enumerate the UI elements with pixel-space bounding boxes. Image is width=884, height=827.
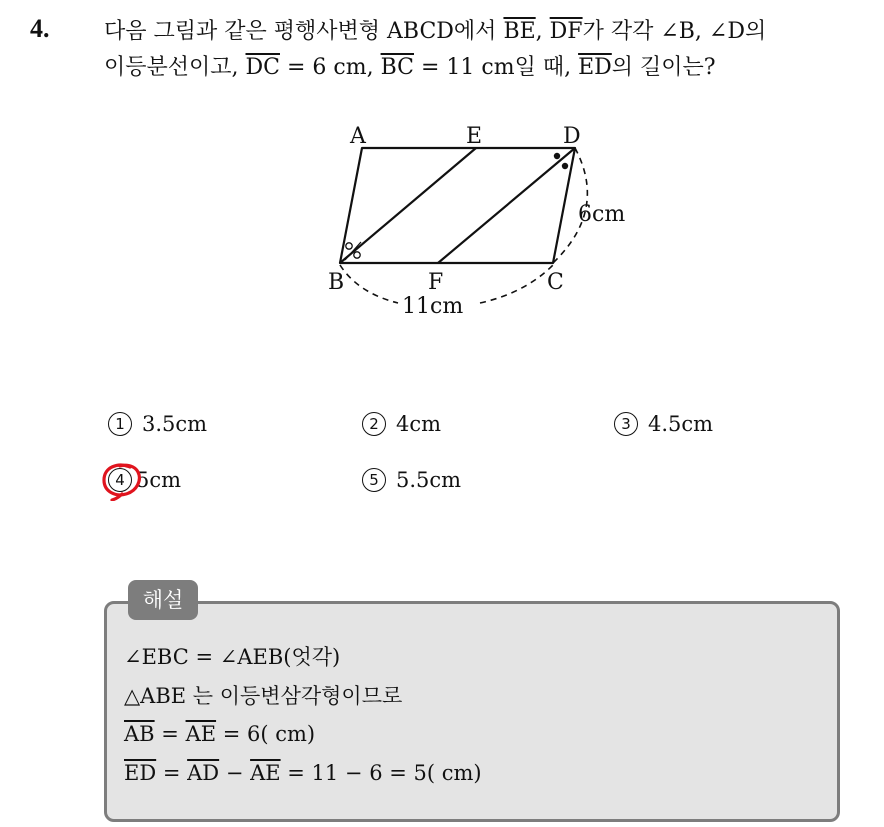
solution-line-3: $\overline{AB} = \overline{AE} = 6$( cm) xyxy=(124,722,316,746)
label-c: C xyxy=(547,270,564,295)
solution-tag: 해설 xyxy=(128,580,198,620)
label-d: D xyxy=(563,124,581,149)
segment-dc: $\overline{DC}$ xyxy=(245,55,280,80)
solution-text xyxy=(124,638,482,792)
label-b: B xyxy=(328,270,345,295)
solution-line-4: $\overline{ED} = \overline{AD} - \overline{AE} = 11 - 6 = 5$( cm) xyxy=(124,760,482,785)
label-e: E xyxy=(466,124,483,149)
segment-ed: $\overline{ED}$ xyxy=(578,55,612,80)
solution-line-2: △ABE 는 이등변삼각형이므로 xyxy=(124,683,403,708)
choice-5[interactable] xyxy=(362,468,461,492)
choice-number: 3 xyxy=(614,412,638,436)
choice-number: 2 xyxy=(362,412,386,436)
parallelogram-figure xyxy=(310,115,650,330)
answer-circle-mark xyxy=(100,461,146,501)
choice-number: 4 xyxy=(108,468,132,492)
choice-1[interactable] xyxy=(108,412,207,436)
choice-number: 5 xyxy=(362,468,386,492)
label-a: A xyxy=(350,124,366,149)
arc-bc-left xyxy=(340,265,398,303)
label-f: F xyxy=(428,270,444,295)
segment-df: $\overline{DF}$ xyxy=(549,19,583,44)
question-text xyxy=(104,14,874,86)
angle-mark-b xyxy=(345,242,361,260)
segment-bc: $\overline{BC}$ xyxy=(380,55,414,80)
choice-2[interactable] xyxy=(362,412,441,436)
line-df xyxy=(438,148,575,263)
choice-text: 3.5cm xyxy=(142,412,208,436)
line-be xyxy=(340,148,476,263)
question-line-2: 이등분선이고, $\overline{DC} = 6$ cm, $\overline{BC} = 11$ cm일 때, $\overline{ED}$의 길이는? xyxy=(104,55,716,80)
solution-line-1: ∠EBC = ∠AEB(엇각) xyxy=(124,645,341,669)
segment-be: $\overline{BE}$ xyxy=(503,19,536,44)
choice-text: 4cm xyxy=(396,412,442,436)
choice-text: 5cm xyxy=(136,468,182,492)
choice-text: 5.5cm xyxy=(396,468,462,492)
choice-number: 1 xyxy=(108,412,132,436)
question-line-1: 다음 그림과 같은 평행사변형 ABCD에서 $\overline{BE}$, $\overline{DF}$가 각각 ∠B, ∠D의 xyxy=(104,19,767,44)
dimension-bc: 11cm xyxy=(402,294,464,319)
choice-text: 4.5cm xyxy=(648,412,714,436)
dimension-dc: 6cm xyxy=(578,202,626,227)
question-number: 4. xyxy=(30,14,50,43)
choice-3[interactable] xyxy=(614,412,713,436)
arc-bc-right xyxy=(480,265,553,303)
